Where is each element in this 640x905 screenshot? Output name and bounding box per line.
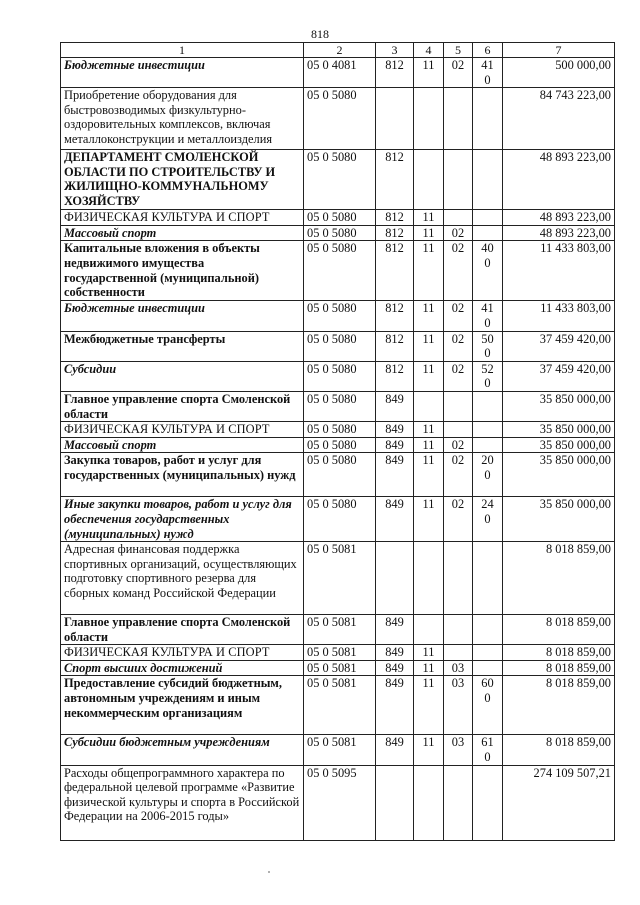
row-dept-cell: 849 (376, 735, 414, 765)
row-subsection-cell: 02 (444, 225, 473, 241)
row-code-cell: 05 0 5080 (304, 422, 376, 438)
row-subsection-cell (444, 210, 473, 226)
row-code-cell: 05 0 5081 (304, 542, 376, 615)
row-subsection-cell: 02 (444, 241, 473, 301)
row-subsection-cell (444, 391, 473, 421)
row-dept-cell: 849 (376, 422, 414, 438)
row-dept-cell (376, 765, 414, 840)
row-amount-cell: 35 850 000,00 (503, 453, 615, 497)
row-dept-cell: 812 (376, 241, 414, 301)
row-name-cell: Спорт высших достижений (61, 660, 304, 676)
row-section-cell (414, 615, 444, 645)
row-dept-cell: 849 (376, 676, 414, 735)
row-amount-cell: 274 109 507,21 (503, 765, 615, 840)
row-subsection-cell: 02 (444, 58, 473, 88)
row-dept-cell: 812 (376, 210, 414, 226)
row-name-cell: Субсидии (61, 361, 304, 391)
row-type-cell (473, 210, 503, 226)
row-subsection-cell: 02 (444, 331, 473, 361)
row-amount-cell: 8 018 859,00 (503, 542, 615, 615)
row-amount-cell: 84 743 223,00 (503, 88, 615, 150)
row-amount-cell: 8 018 859,00 (503, 676, 615, 735)
header-cell: 1 (61, 43, 304, 58)
header-cell: 2 (304, 43, 376, 58)
table-row (61, 453, 615, 497)
row-dept-cell (376, 88, 414, 150)
row-dept-cell: 812 (376, 331, 414, 361)
row-name-cell: Главное управление спорта Смоленской области (61, 391, 304, 421)
row-subsection-cell: 02 (444, 437, 473, 453)
row-subsection-cell: 02 (444, 497, 473, 542)
row-section-cell: 11 (414, 241, 444, 301)
row-dept-cell: 849 (376, 497, 414, 542)
row-type-cell (473, 150, 503, 210)
row-amount-cell: 35 850 000,00 (503, 437, 615, 453)
table-row (61, 660, 615, 676)
row-type-cell: 61 0 (473, 735, 503, 765)
row-code-cell: 05 0 5080 (304, 331, 376, 361)
row-code-cell: 05 0 5080 (304, 210, 376, 226)
row-name-cell: Субсидии бюджетным учреждениям (61, 735, 304, 765)
header-cell: 3 (376, 43, 414, 58)
table-row (61, 301, 615, 331)
row-dept-cell: 849 (376, 437, 414, 453)
row-amount-cell: 37 459 420,00 (503, 331, 615, 361)
row-type-cell (473, 437, 503, 453)
row-code-cell: 05 0 5080 (304, 361, 376, 391)
row-dept-cell: 849 (376, 391, 414, 421)
row-type-cell: 60 0 (473, 676, 503, 735)
row-amount-cell: 35 850 000,00 (503, 391, 615, 421)
row-type-cell (473, 660, 503, 676)
row-section-cell: 11 (414, 453, 444, 497)
row-type-cell: 20 0 (473, 453, 503, 497)
row-subsection-cell: 02 (444, 361, 473, 391)
row-subsection-cell (444, 765, 473, 840)
table-row (61, 361, 615, 391)
budget-table (60, 42, 615, 841)
table-row (61, 437, 615, 453)
header-row (61, 43, 615, 58)
row-subsection-cell (444, 422, 473, 438)
table-row (61, 391, 615, 421)
row-code-cell: 05 0 5080 (304, 391, 376, 421)
row-subsection-cell (444, 615, 473, 645)
header-cell: 5 (444, 43, 473, 58)
table-row (61, 497, 615, 542)
row-dept-cell: 812 (376, 58, 414, 88)
row-type-cell: 50 0 (473, 331, 503, 361)
row-name-cell: Бюджетные инвестиции (61, 58, 304, 88)
row-section-cell: 11 (414, 210, 444, 226)
row-name-cell: Адресная финансовая поддержка спортивных организаций, осуществляющих подготовку спортивного резерва для сборных команд Российской Федерации (61, 542, 304, 615)
row-section-cell: 11 (414, 437, 444, 453)
row-type-cell (473, 88, 503, 150)
row-name-cell: Капитальные вложения в объекты недвижимого имущества государственной (муниципальной) собственности (61, 241, 304, 301)
row-section-cell: 11 (414, 497, 444, 542)
row-section-cell (414, 542, 444, 615)
row-amount-cell: 35 850 000,00 (503, 497, 615, 542)
row-code-cell: 05 0 5095 (304, 765, 376, 840)
row-amount-cell: 48 893 223,00 (503, 150, 615, 210)
header-cell: 4 (414, 43, 444, 58)
row-amount-cell: 11 433 803,00 (503, 301, 615, 331)
table-row (61, 150, 615, 210)
row-dept-cell: 849 (376, 453, 414, 497)
row-amount-cell: 8 018 859,00 (503, 615, 615, 645)
row-amount-cell: 37 459 420,00 (503, 361, 615, 391)
row-dept-cell: 812 (376, 301, 414, 331)
row-section-cell: 11 (414, 331, 444, 361)
header-cell: 7 (503, 43, 615, 58)
row-name-cell: Межбюджетные трансферты (61, 331, 304, 361)
row-dept-cell: 812 (376, 150, 414, 210)
table-row (61, 88, 615, 150)
scan-speck (268, 871, 270, 873)
row-dept-cell: 812 (376, 361, 414, 391)
row-subsection-cell (444, 150, 473, 210)
row-name-cell: ФИЗИЧЕСКАЯ КУЛЬТУРА И СПОРТ (61, 422, 304, 438)
row-dept-cell: 849 (376, 645, 414, 661)
row-section-cell: 11 (414, 225, 444, 241)
row-section-cell: 11 (414, 735, 444, 765)
row-type-cell (473, 765, 503, 840)
table-row (61, 241, 615, 301)
table-row (61, 735, 615, 765)
row-type-cell (473, 645, 503, 661)
row-name-cell: Массовый спорт (61, 437, 304, 453)
row-code-cell: 05 0 5081 (304, 676, 376, 735)
row-amount-cell: 8 018 859,00 (503, 660, 615, 676)
row-code-cell: 05 0 5080 (304, 241, 376, 301)
row-section-cell: 11 (414, 676, 444, 735)
row-code-cell: 05 0 5080 (304, 88, 376, 150)
row-name-cell: Расходы общепрограммного характера по федеральной целевой программе «Развитие физической культуры и спорта в Российской Федерации на 2006-2015 годы» (61, 765, 304, 840)
table-row (61, 645, 615, 661)
row-code-cell: 05 0 5081 (304, 735, 376, 765)
table-row (61, 542, 615, 615)
row-type-cell (473, 225, 503, 241)
row-name-cell: Главное управление спорта Смоленской области (61, 615, 304, 645)
row-dept-cell: 849 (376, 615, 414, 645)
table-row (61, 331, 615, 361)
header-cell: 6 (473, 43, 503, 58)
row-section-cell (414, 88, 444, 150)
row-amount-cell: 11 433 803,00 (503, 241, 615, 301)
row-name-cell: ФИЗИЧЕСКАЯ КУЛЬТУРА И СПОРТ (61, 210, 304, 226)
row-amount-cell: 500 000,00 (503, 58, 615, 88)
row-type-cell: 41 0 (473, 301, 503, 331)
table-row (61, 765, 615, 840)
row-type-cell: 40 0 (473, 241, 503, 301)
row-amount-cell: 48 893 223,00 (503, 210, 615, 226)
row-subsection-cell (444, 88, 473, 150)
row-dept-cell (376, 542, 414, 615)
table-row (61, 58, 615, 88)
row-amount-cell: 48 893 223,00 (503, 225, 615, 241)
row-code-cell: 05 0 5080 (304, 453, 376, 497)
row-code-cell: 05 0 5080 (304, 225, 376, 241)
row-section-cell (414, 765, 444, 840)
table-row (61, 225, 615, 241)
row-name-cell: Приобретение оборудования для быстровозводимых физкультурно-оздоровительных комплексов, включая металлоконструкции и металлоизделия (61, 88, 304, 150)
row-section-cell (414, 150, 444, 210)
row-name-cell: Закупка товаров, работ и услуг для государственных (муниципальных) нужд (61, 453, 304, 497)
row-dept-cell: 812 (376, 225, 414, 241)
row-code-cell: 05 0 5081 (304, 615, 376, 645)
row-type-cell (473, 615, 503, 645)
row-subsection-cell: 02 (444, 453, 473, 497)
row-type-cell (473, 422, 503, 438)
row-name-cell: Массовый спорт (61, 225, 304, 241)
row-type-cell: 41 0 (473, 58, 503, 88)
row-code-cell: 05 0 5081 (304, 645, 376, 661)
row-section-cell: 11 (414, 660, 444, 676)
row-subsection-cell: 02 (444, 301, 473, 331)
row-code-cell: 05 0 5080 (304, 497, 376, 542)
row-section-cell: 11 (414, 422, 444, 438)
row-code-cell: 05 0 5080 (304, 301, 376, 331)
row-section-cell: 11 (414, 301, 444, 331)
row-type-cell: 52 0 (473, 361, 503, 391)
row-subsection-cell: 03 (444, 660, 473, 676)
table-row (61, 676, 615, 735)
row-amount-cell: 8 018 859,00 (503, 645, 615, 661)
table-row (61, 615, 615, 645)
row-name-cell: ДЕПАРТАМЕНТ СМОЛЕНСКОЙ ОБЛАСТИ ПО СТРОИТЕЛЬСТВУ И ЖИЛИЩНО-КОММУНАЛЬНОМУ ХОЗЯЙСТВУ (61, 150, 304, 210)
row-code-cell: 05 0 5081 (304, 660, 376, 676)
row-name-cell: Иные закупки товаров, работ и услуг для обеспечения государственных (муниципальных) нужд (61, 497, 304, 542)
row-subsection-cell (444, 542, 473, 615)
row-type-cell: 24 0 (473, 497, 503, 542)
row-name-cell: ФИЗИЧЕСКАЯ КУЛЬТУРА И СПОРТ (61, 645, 304, 661)
row-section-cell (414, 391, 444, 421)
row-dept-cell: 849 (376, 660, 414, 676)
row-section-cell: 11 (414, 645, 444, 661)
row-subsection-cell: 03 (444, 676, 473, 735)
row-code-cell: 05 0 5080 (304, 437, 376, 453)
row-type-cell (473, 542, 503, 615)
table-row (61, 422, 615, 438)
row-amount-cell: 8 018 859,00 (503, 735, 615, 765)
row-subsection-cell: 03 (444, 735, 473, 765)
row-amount-cell: 35 850 000,00 (503, 422, 615, 438)
row-code-cell: 05 0 4081 (304, 58, 376, 88)
row-section-cell: 11 (414, 58, 444, 88)
row-code-cell: 05 0 5080 (304, 150, 376, 210)
page-number: 818 (311, 27, 329, 41)
row-subsection-cell (444, 645, 473, 661)
row-type-cell (473, 391, 503, 421)
table-row (61, 210, 615, 226)
row-name-cell: Предоставление субсидий бюджетным, автономным учреждениям и иным некоммерческим организациям (61, 676, 304, 735)
row-section-cell: 11 (414, 361, 444, 391)
row-name-cell: Бюджетные инвестиции (61, 301, 304, 331)
